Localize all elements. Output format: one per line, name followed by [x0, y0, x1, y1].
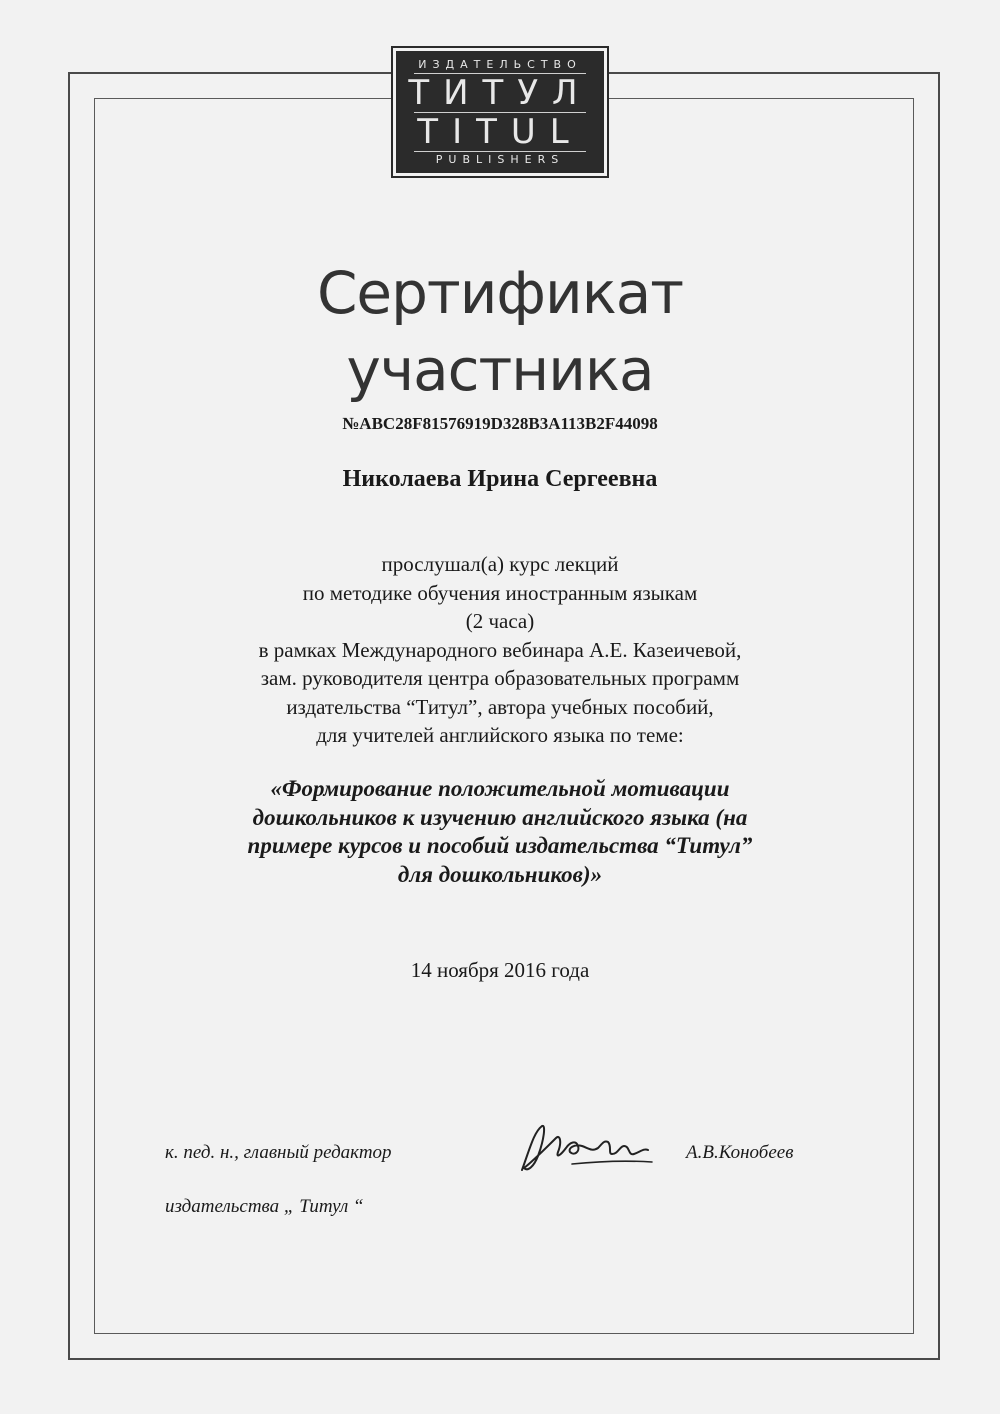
logo-name-en: TITUL: [417, 111, 583, 152]
body-line: прослушал(а) курс лекций: [381, 552, 619, 576]
topic-line: «Формирование положительной мотивации: [270, 776, 730, 801]
body-line: зам. руководителя центра образовательных программ: [260, 666, 740, 690]
title-line-1: Сертификат: [316, 259, 684, 327]
handwritten-signature: [512, 1118, 662, 1178]
signatory-role-line-2: издательства „ Титул “: [165, 1196, 364, 1217]
body-line: для учителей английского языка по теме:: [316, 723, 684, 747]
title-line-2: участника: [346, 336, 654, 404]
publisher-logo: [393, 48, 607, 176]
recipient-name: Николаева Ирина Сергеевна: [342, 466, 658, 492]
topic-line: примере курсов и пособий издательства “Титул”: [247, 833, 753, 858]
logo-name-ru: ТИТУЛ: [408, 72, 592, 113]
logo-bottom-line: PUBLISHERS: [435, 152, 565, 166]
issue-date: 14 ноября 2016 года: [410, 958, 590, 982]
signatory-name: А.В.Конобеев: [686, 1142, 794, 1163]
logo-rule: [414, 151, 586, 152]
body-line: издательства “Титул”, автора учебных пособий,: [286, 694, 714, 719]
body-text: [0, 550, 1000, 750]
logo-top-line: ИЗДАТЕЛЬСТВО: [418, 57, 582, 71]
body-line: в рамках Международного вебинара А.Е. Казеичевой,: [258, 637, 742, 662]
certificate-number: №ABC28F81576919D328B3A113B2F44098: [342, 414, 658, 433]
topic-line: дошкольников к изучению английского языка (на: [252, 804, 748, 830]
topic-line: для дошкольников)»: [397, 861, 603, 887]
webinar-topic: [170, 775, 830, 889]
body-line: (2 часа): [465, 609, 535, 633]
signatory-role-line-1: к. пед. н., главный редактор: [165, 1142, 392, 1163]
body-line: по методике обучения иностранным языкам: [302, 580, 698, 605]
